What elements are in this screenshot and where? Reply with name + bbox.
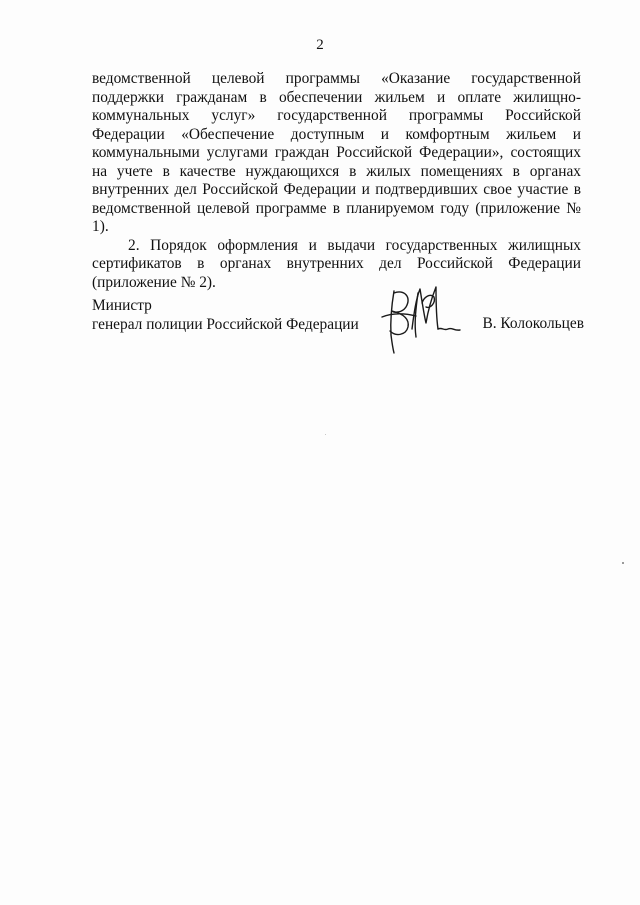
page-number: 2 [316,37,324,53]
signatory-title [92,297,359,334]
paragraph-continuation: ведомственной целевой программы «Оказание государственной поддержки гражданам в обеспечении жильем и оплате жилищно-коммунальных услуг» государственной программы Российской Федерации «Обеспечение доступным и комфортным жильем и коммунальными услугами граждан Российской Федерации», состоящих на учете в качестве нуждающихся в жилых помещениях в органах внутренних дел Российской Федерации и подтвердивших свое участие в ведомственной целевой программе в планируемом году (приложение № 1). [92,70,581,235]
scan-speck [325,434,326,435]
scan-speck [622,562,624,564]
signatory-title-line-1: Министр [92,297,152,314]
paragraph-item-2: 2. Порядок оформления и выдачи государственных жилищных сертификатов в органах внутренних дел Российской Федерации (приложение № 2). [92,236,581,291]
handwritten-signature [378,283,462,355]
signatory-name: В. Колокольцев [482,315,584,332]
signature-block [92,297,584,357]
signatory-title-line-2: генерал полиции Российской Федерации [92,315,359,333]
document-body [92,70,581,292]
